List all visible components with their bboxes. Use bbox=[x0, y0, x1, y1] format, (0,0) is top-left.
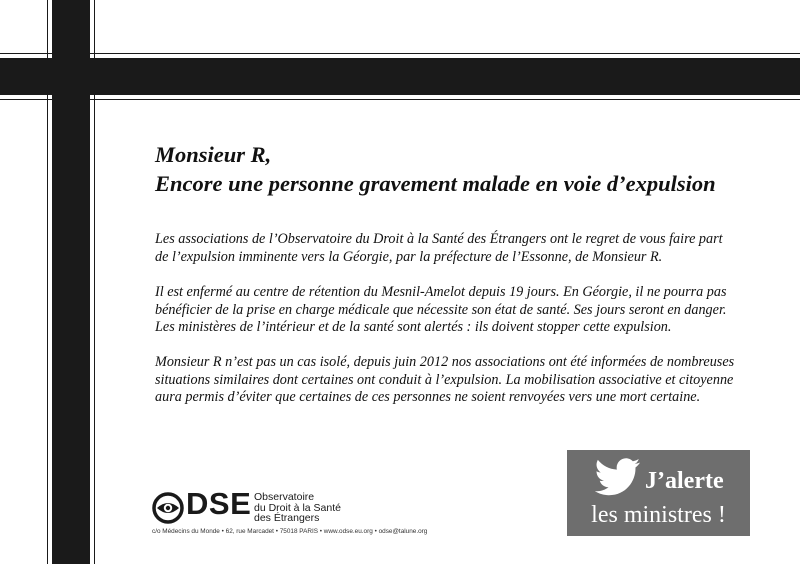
paragraph-1 bbox=[155, 231, 755, 266]
contact-address: c/o Médecins du Monde • 62, rue Marcadet • 75018 PARIS • www.odse.eu.org • odse@talune.org bbox=[152, 528, 428, 535]
paragraph-2 bbox=[155, 284, 755, 337]
paragraph-line: Les associations de l’Observatoire du Droit à la Santé des Étrangers ont le regret de vous faire part bbox=[155, 231, 723, 247]
title-line-1: Monsieur R, bbox=[155, 142, 272, 167]
paragraph-line: Il est enfermé au centre de rétention du Mesnil-Amelot depuis 19 jours. En Géorgie, il ne pourra pas bbox=[155, 284, 727, 300]
paragraph-line: aura permis d’éviter que certaines de ces personnes ne soient renvoyées vers une mort certaine. bbox=[155, 389, 701, 406]
paragraph-line: Monsieur R n’est pas un cas isolé, depuis juin 2012 nos associations ont été informées de nombreuses bbox=[155, 354, 735, 370]
mourning-band-horizontal bbox=[0, 58, 800, 95]
paragraph-line: situations similaires dont certaines ont conduit à l’expulsion. La mobilisation associative et citoyenne bbox=[155, 371, 734, 388]
paragraph-3 bbox=[155, 354, 755, 407]
alert-label-line-1: J’alerte bbox=[645, 468, 724, 494]
paragraph-line: Les ministères de l’intérieur et de la santé sont alertés : ils doivent stopper cette expulsion. bbox=[155, 319, 672, 336]
logo-subtitle bbox=[254, 492, 341, 524]
logo-subtitle-line: des Étrangers bbox=[254, 512, 320, 524]
alert-label-line-2: les ministres ! bbox=[591, 502, 726, 528]
border-line-bottom bbox=[0, 99, 800, 100]
eye-icon bbox=[152, 492, 184, 524]
logo-subtitle-line: du Droit à la Santé bbox=[254, 501, 341, 514]
alert-ministers-button[interactable] bbox=[567, 450, 750, 536]
twitter-bird-icon bbox=[595, 458, 641, 496]
paragraph-line: bénéficier de la prise en charge médicale que nécessite son état de santé. Ses jours seront en danger. bbox=[155, 301, 727, 318]
logo-wordmark: DSE bbox=[186, 486, 252, 521]
title-line-2: Encore une personne gravement malade en voie d’expulsion bbox=[155, 171, 716, 196]
logo-subtitle-line: Observatoire bbox=[254, 491, 315, 503]
paragraph-line: de l’expulsion imminente vers la Géorgie, par la préfecture de l’Essonne, de Monsieur R. bbox=[155, 248, 663, 265]
border-line-top bbox=[0, 53, 800, 54]
page-title bbox=[155, 140, 765, 198]
